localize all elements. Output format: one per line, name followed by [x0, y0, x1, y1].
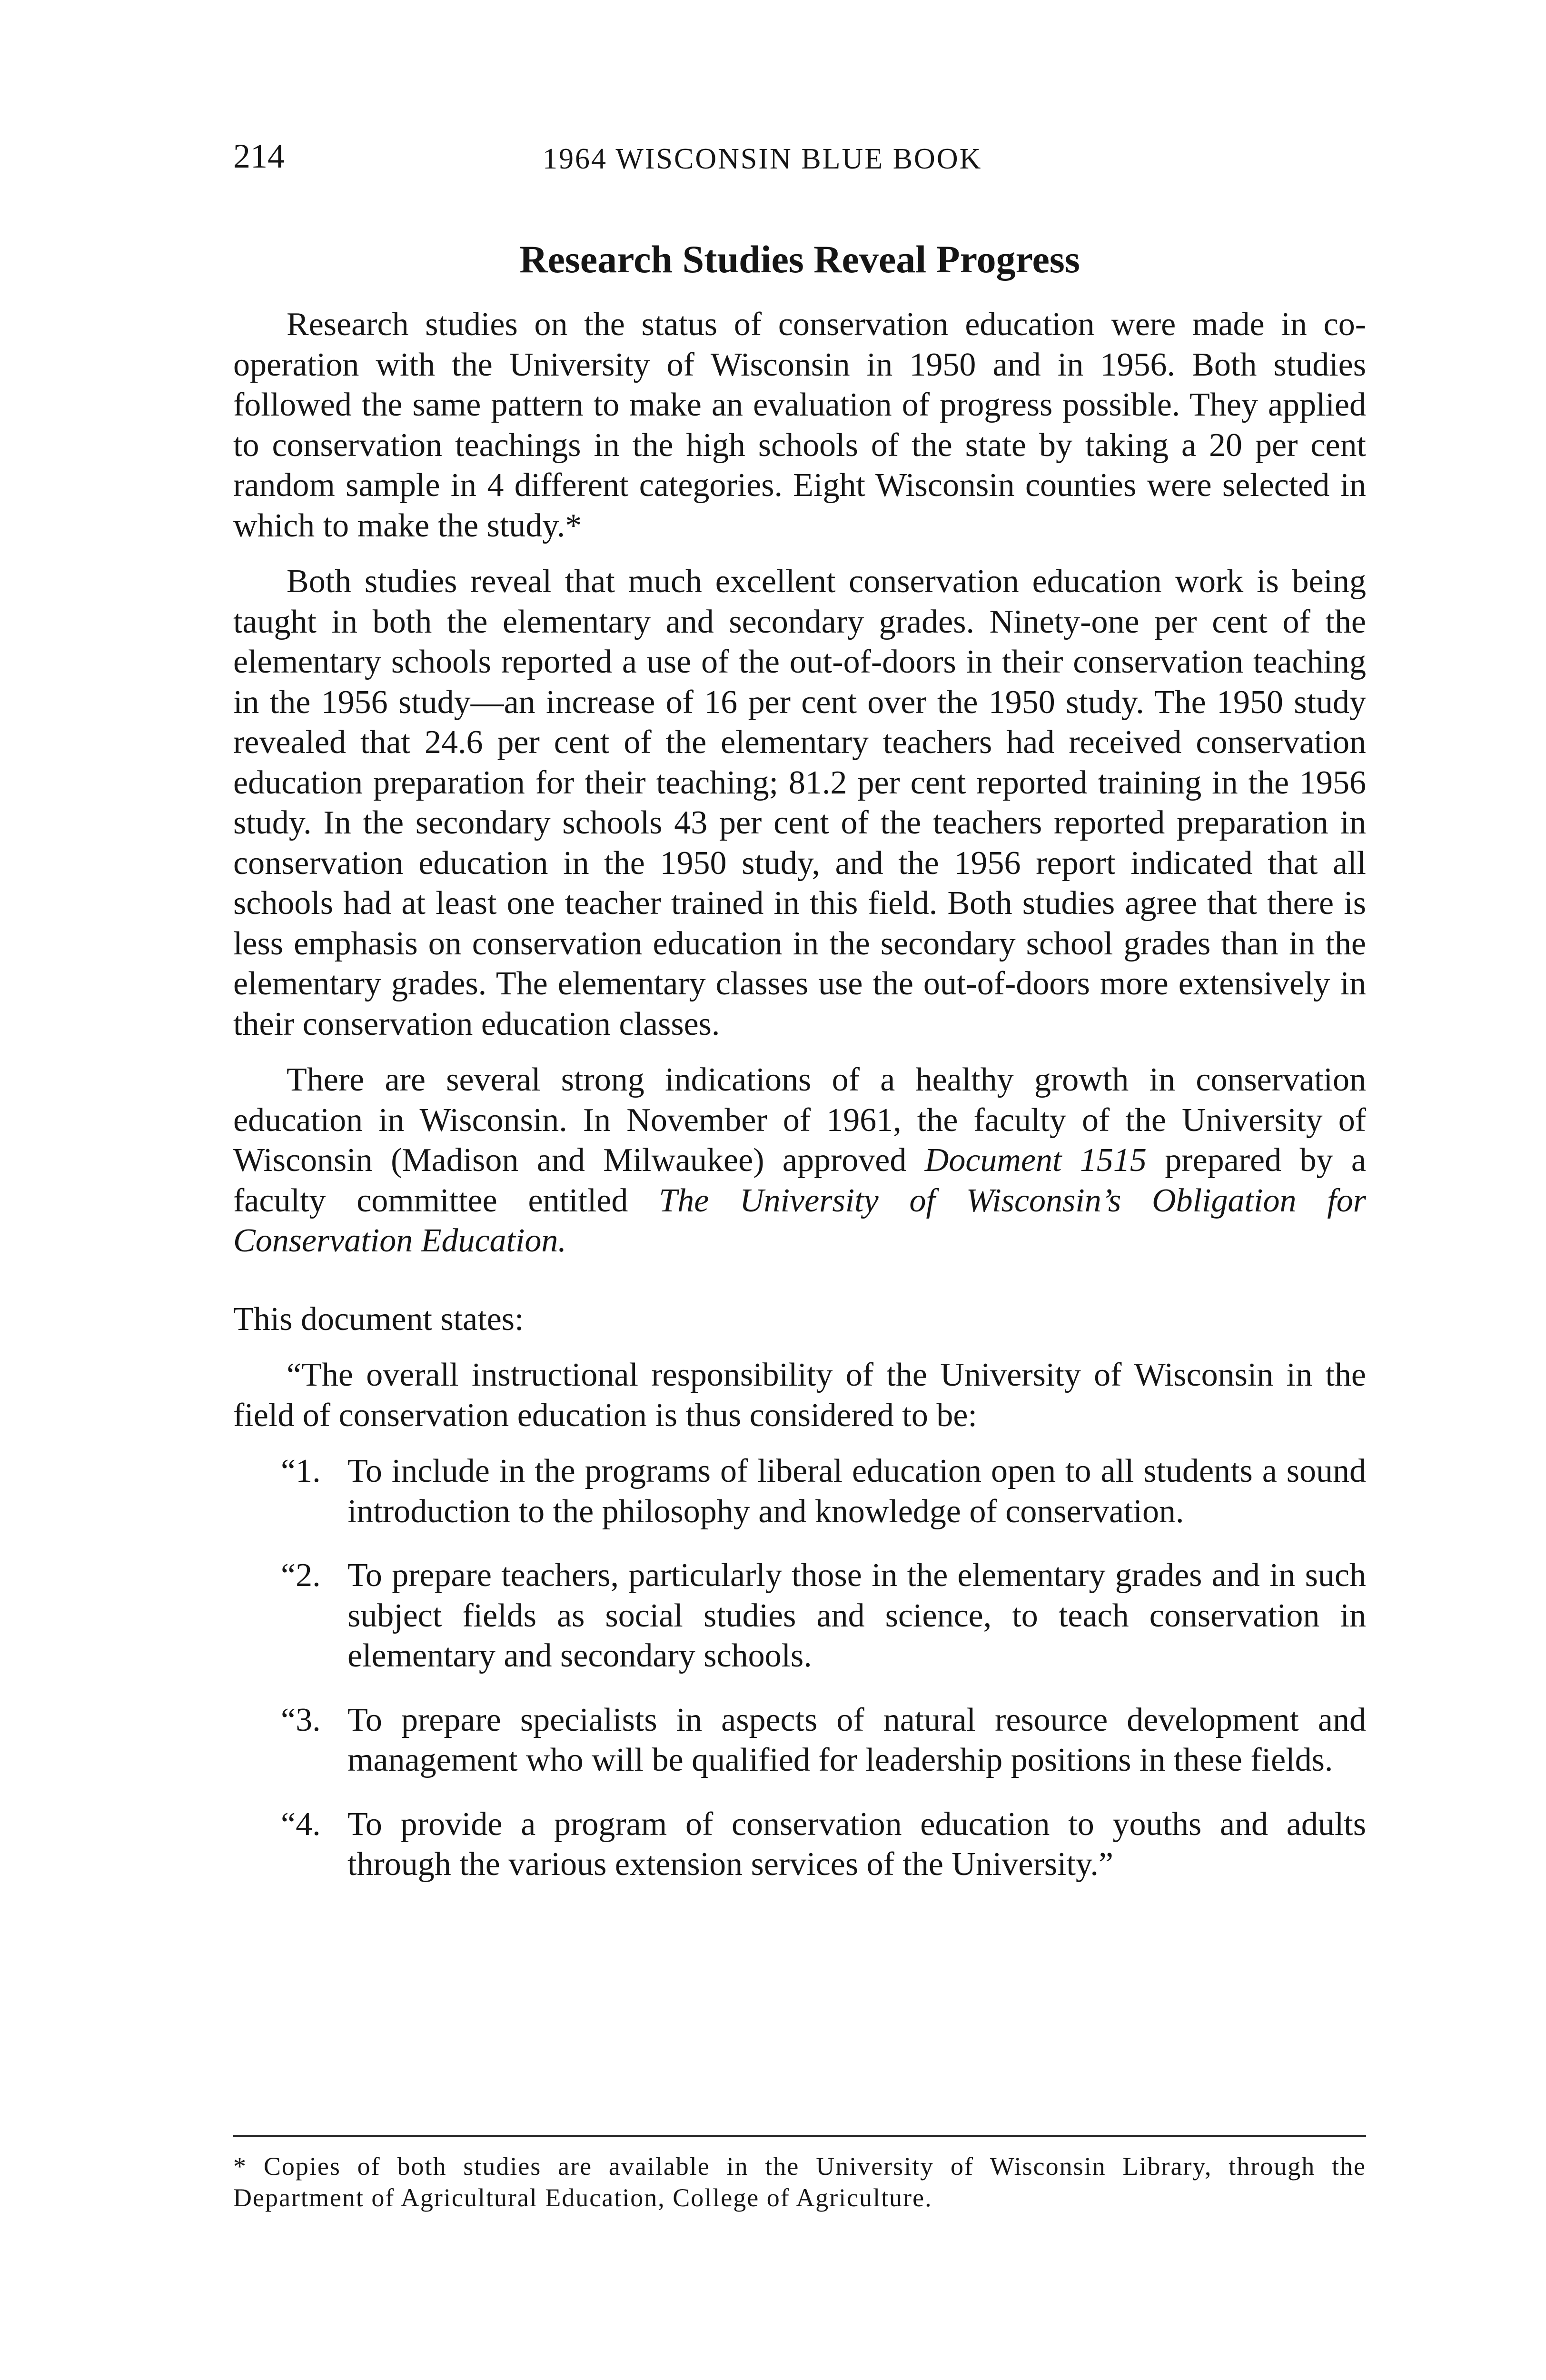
document-title: The University of Wisconsin’s Obligation for Conservation Education.	[233, 1182, 1366, 1259]
quote-intro: “The overall instructional responsibility of the University of Wisconsin in the field of conservation education is thus considered to be:	[233, 1357, 1366, 1434]
document-name: Document 1515	[924, 1142, 1147, 1179]
quote-item-number: “4.	[281, 1805, 321, 1843]
page-number: 214	[233, 137, 285, 175]
paragraph-healthy-growth-middle: prepared by a faculty committee entitled	[233, 1142, 1366, 1219]
document-states-line: This document states:	[233, 1300, 524, 1338]
footnote: * Copies of both studies are available in the University of Wisconsin Library, through the Department of Agricultural Education, College of Agriculture.	[233, 2152, 1366, 2212]
paragraph-healthy-growth-text: There are several strong indications of a healthy growth in conservation education in Wisconsin. In November of 1961, the faculty of the University of Wisconsin (Madison and Milwaukee) approved	[233, 1061, 1366, 1179]
quote-item-text: To include in the programs of liberal education open to all students a sound introduction to the philosophy and knowledge of conservation.	[347, 1453, 1366, 1530]
footnote-rule	[233, 2135, 1366, 2137]
quote-item-text: To prepare specialists in aspects of natural resource development and management who will be qualified for leadership positions in these fields.	[347, 1701, 1366, 1778]
running-head: 1964 WISCONSIN BLUE BOOK	[543, 143, 982, 175]
paragraph-healthy-growth	[233, 1060, 1366, 1261]
page-header	[233, 132, 1366, 185]
quote-item-text: To prepare teachers, particularly those in the elementary grades and in such subject fields as social studies and science, to teach conservation in elementary and secondary schools.	[347, 1557, 1366, 1674]
quote-item-number: “2.	[281, 1557, 321, 1594]
section-title: Research Studies Reveal Progress	[519, 238, 1080, 281]
quote-item	[233, 1700, 1366, 1781]
paragraph-both-studies: Both studies reveal that much excellent conservation education work is being taught in both the elementary and secondary grades. Ninety-one per cent of the elementary schools reported a use of the out-of-doors in their conservation teaching in the 1956 study—an increase of 16 per cent over the 1950 study. The 1950 study revealed that 24.6 per cent of the elementary teachers had received conservation education preparation for their teaching; 81.2 per cent reported training in the 1956 study. In the secondary schools 43 per cent of the teachers reported preparation in conservation education in the 1950 study, and the 1956 report indicated that all schools had at least one teacher trained in this field. Both studies agree that there is less emphasis on conservation education in the secondary school grades than in the elementary grades. The elementary classes use the out-of-doors more extensively in their conservation education classes.	[233, 563, 1366, 1042]
quote-item	[233, 1805, 1366, 1885]
body-text	[233, 305, 1366, 1909]
quote-item	[233, 1556, 1366, 1676]
quote-item	[233, 1451, 1366, 1532]
quote-item-number: “1.	[281, 1453, 321, 1489]
quote-item-number: “3.	[281, 1701, 321, 1738]
quote-item-text: To provide a program of conservation education to youths and adults through the various extension services of the University.”	[347, 1805, 1366, 1883]
paragraph-research-studies: Research studies on the status of conservation education were made in co-operation with the University of Wisconsin in 1950 and in 1956. Both studies followed the same pattern to make an evaluation of progress possible. They applied to conservation teachings in the high schools of the state by taking a 20 per cent random sample in 4 different categories. Eight Wisconsin counties were selected in which to make the study.*	[233, 306, 1366, 544]
